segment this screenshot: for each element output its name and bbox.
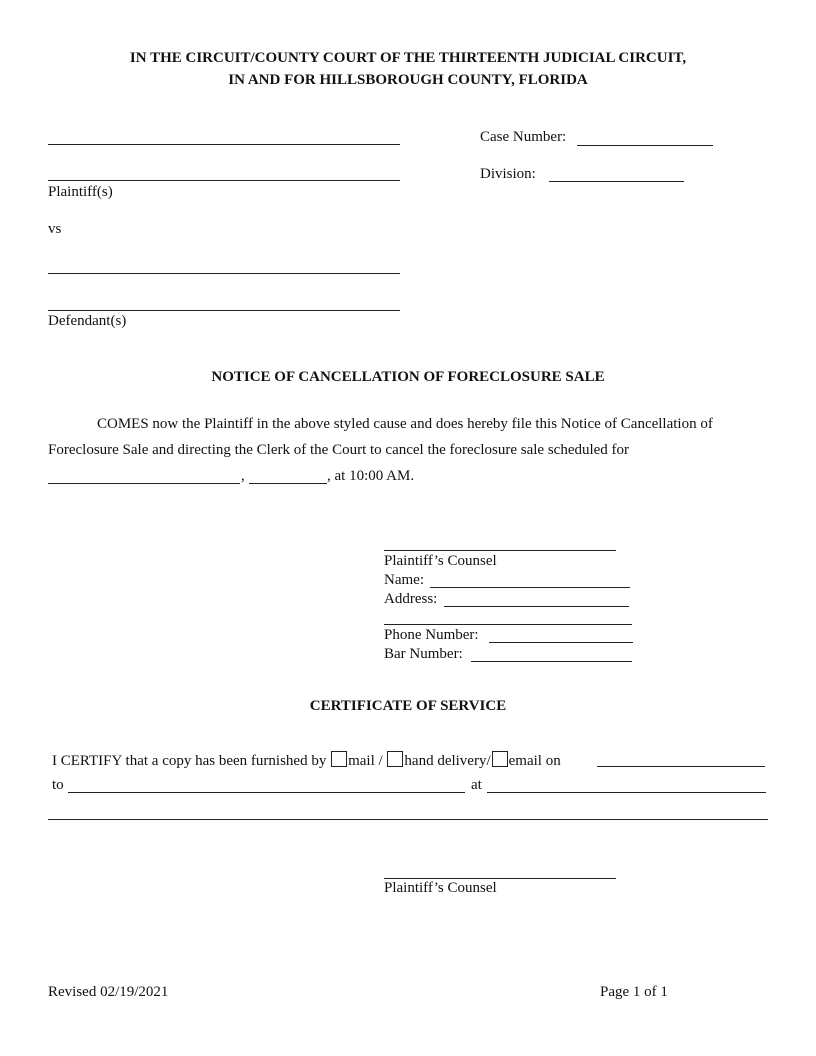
division-field[interactable] bbox=[549, 181, 684, 182]
bar-number-field[interactable] bbox=[471, 661, 632, 662]
notice-title: NOTICE OF CANCELLATION OF FORECLOSURE SALE bbox=[211, 369, 605, 385]
notice-body-line1: COMES now the Plaintiff in the above styled cause and does hereby file this Notice of Cancellation of bbox=[97, 416, 713, 432]
revised-date: Revised 02/19/2021 bbox=[48, 984, 169, 1000]
mail-label: mail / bbox=[348, 753, 383, 769]
certificate-counsel-label: Plaintiff’s Counsel bbox=[384, 880, 497, 896]
hand-delivery-checkbox[interactable] bbox=[387, 751, 403, 767]
service-address-field[interactable] bbox=[487, 792, 766, 793]
division-label: Division: bbox=[480, 166, 536, 182]
court-header-line2: IN AND FOR HILLSBOROUGH COUNTY, FLORIDA bbox=[228, 72, 588, 88]
page-number: Page 1 of 1 bbox=[600, 984, 668, 1000]
case-number-field[interactable] bbox=[577, 145, 713, 146]
comma-text: , bbox=[241, 468, 245, 484]
counsel-label: Plaintiff’s Counsel bbox=[384, 553, 497, 569]
email-checkbox[interactable] bbox=[492, 751, 508, 767]
bar-number-label: Bar Number: bbox=[384, 646, 463, 662]
address-label: Address: bbox=[384, 591, 438, 607]
name-field[interactable] bbox=[430, 587, 630, 588]
sale-time-text: , at 10:00 AM. bbox=[327, 468, 415, 484]
plaintiff-name-line-1[interactable] bbox=[48, 144, 400, 145]
vs-label: vs bbox=[48, 221, 62, 237]
at-label: at bbox=[471, 777, 482, 793]
service-date-field[interactable] bbox=[597, 766, 765, 767]
sale-year-field[interactable] bbox=[249, 483, 327, 484]
to-label: to bbox=[52, 777, 64, 793]
plaintiff-label: Plaintiff(s) bbox=[48, 184, 113, 200]
certificate-signature-line[interactable] bbox=[384, 878, 616, 879]
service-address-field-line2[interactable] bbox=[48, 819, 768, 820]
certify-text: I CERTIFY that a copy has been furnished by bbox=[52, 753, 327, 769]
phone-label: Phone Number: bbox=[384, 627, 479, 643]
hand-delivery-label: hand delivery/ bbox=[404, 753, 491, 769]
counsel-signature-line[interactable] bbox=[384, 550, 616, 551]
plaintiff-name-line-2[interactable] bbox=[48, 180, 400, 181]
case-number-label: Case Number: bbox=[480, 129, 567, 145]
court-header-line1: IN THE CIRCUIT/COUNTY COURT OF THE THIRTEENTH JUDICIAL CIRCUIT, bbox=[129, 50, 687, 66]
service-recipient-field[interactable] bbox=[68, 792, 465, 793]
phone-field[interactable] bbox=[489, 642, 633, 643]
mail-checkbox[interactable] bbox=[331, 751, 347, 767]
defendant-label: Defendant(s) bbox=[48, 313, 127, 329]
defendant-name-line-1[interactable] bbox=[48, 273, 400, 274]
certify-line bbox=[52, 751, 561, 770]
sale-date-field[interactable] bbox=[48, 483, 240, 484]
address-field[interactable] bbox=[444, 606, 629, 607]
name-label: Name: bbox=[384, 572, 424, 588]
email-label: email on bbox=[508, 753, 561, 769]
address-field-line2[interactable] bbox=[384, 624, 632, 625]
defendant-name-line-2[interactable] bbox=[48, 310, 400, 311]
notice-body-line2: Foreclosure Sale and directing the Clerk of the Court to cancel the foreclosure sale scheduled for bbox=[48, 442, 630, 458]
certificate-title: CERTIFICATE OF SERVICE bbox=[309, 698, 507, 714]
